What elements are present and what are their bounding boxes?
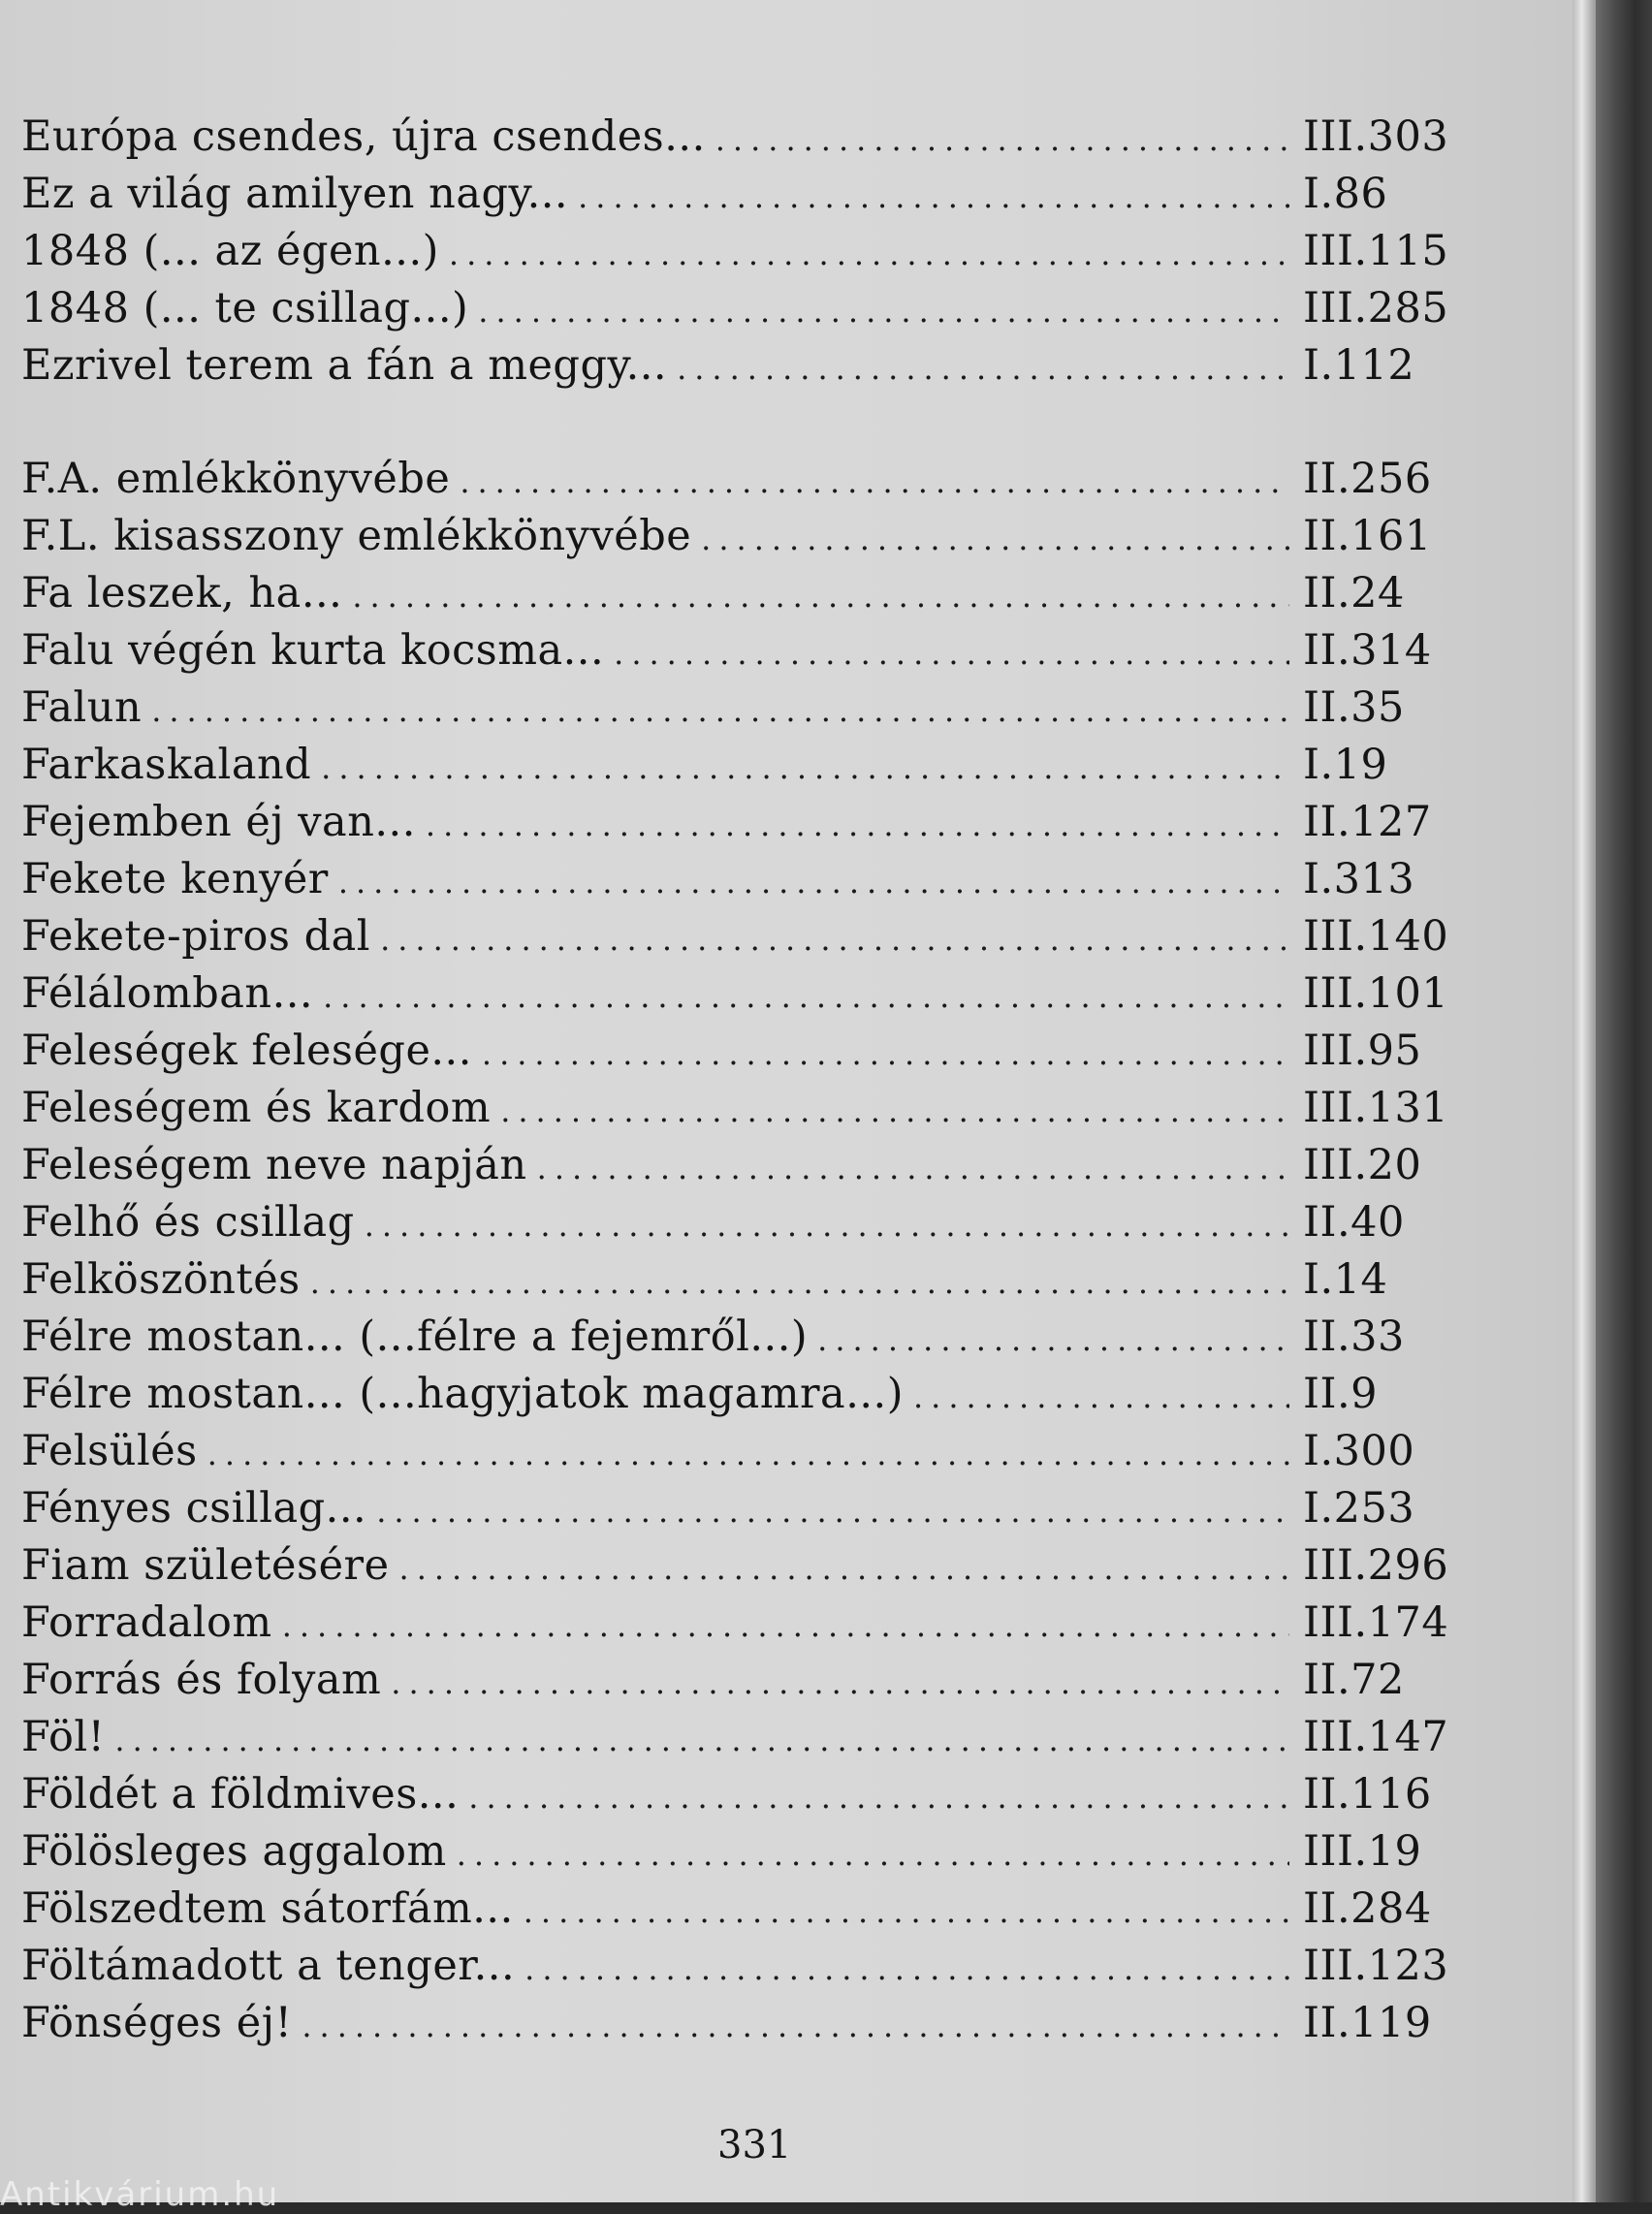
- dot-leader: [478, 283, 1289, 340]
- dot-leader: [578, 169, 1289, 226]
- dot-leader: [380, 911, 1289, 968]
- entry-page-ref: III.147: [1303, 1713, 1449, 1761]
- dot-leader: [460, 454, 1289, 511]
- entry-page-ref: III.140: [1303, 912, 1449, 961]
- entry-page-ref: I.14: [1303, 1255, 1388, 1304]
- index-entry: [21, 1537, 1466, 1595]
- dot-leader: [207, 1426, 1289, 1483]
- entry-title: Fiam születésére: [21, 1541, 390, 1590]
- entry-title: Fejemben éj van...: [21, 798, 416, 846]
- dot-leader: [376, 1483, 1289, 1540]
- entry-page-ref: III.101: [1303, 969, 1449, 1018]
- index-entry: [21, 965, 1466, 1023]
- entry-page-ref: I.253: [1303, 1484, 1415, 1533]
- entry-page-ref: II.314: [1303, 626, 1432, 675]
- dot-leader: [426, 797, 1289, 854]
- dot-leader: [913, 1369, 1289, 1426]
- entry-title: Ezrivel terem a fán a meggy...: [21, 341, 668, 390]
- entry-page-ref: II.119: [1303, 1999, 1432, 2047]
- entry-page-ref: I.19: [1303, 741, 1388, 789]
- index-entry: [21, 1823, 1466, 1881]
- entry-page-ref: II.127: [1303, 798, 1432, 846]
- entry-title: Félálomban...: [21, 969, 314, 1018]
- entry-page-ref: II.161: [1303, 512, 1432, 560]
- dot-leader: [500, 1083, 1289, 1140]
- entry-page-ref: III.115: [1303, 227, 1449, 275]
- dot-leader: [114, 1712, 1289, 1769]
- entry-page-ref: II.40: [1303, 1198, 1405, 1247]
- index-entry: [21, 1080, 1466, 1137]
- entry-title: F.L. kisasszony emlékkönyvébe: [21, 512, 692, 560]
- dot-leader: [310, 1254, 1289, 1312]
- dot-leader: [151, 682, 1289, 740]
- entry-page-ref: III.285: [1303, 284, 1449, 332]
- index-entry: [21, 1938, 1466, 1995]
- entry-title: Földét a földmives...: [21, 1770, 460, 1819]
- entry-title: Forrás és folyam: [21, 1656, 382, 1704]
- dot-leader: [701, 511, 1289, 568]
- index-entry: [21, 1194, 1466, 1251]
- index-entry: [21, 1881, 1466, 1938]
- entry-title: Európa csendes, újra csendes...: [21, 112, 706, 161]
- entry-title: F.A. emlékkönyvébe: [21, 455, 451, 503]
- entry-title: Fa leszek, ha...: [21, 569, 343, 617]
- index-entry: [21, 794, 1466, 851]
- entry-title: Fekete kenyér: [21, 855, 329, 903]
- entry-title: Farkaskaland: [21, 741, 312, 789]
- dot-leader: [302, 1998, 1289, 2055]
- entry-page-ref: I.112: [1303, 341, 1415, 390]
- entry-title: Fényes csillag...: [21, 1484, 367, 1533]
- entry-title: Félre mostan... (...félre a fejemről...): [21, 1313, 809, 1361]
- entry-page-ref: I.300: [1303, 1427, 1415, 1475]
- entry-page-ref: I.86: [1303, 170, 1388, 218]
- index-entry: [21, 508, 1466, 565]
- entry-title: Feleségem és kardom: [21, 1084, 492, 1132]
- entry-title: Feleségek felesége...: [21, 1027, 472, 1075]
- index-entry: [21, 1595, 1466, 1652]
- entry-title: 1848 (... az égen...): [21, 227, 439, 275]
- entry-title: Feleségem neve napján: [21, 1141, 527, 1189]
- index-entry: [21, 1366, 1466, 1423]
- index-entry: [21, 337, 1466, 395]
- entry-page-ref: II.33: [1303, 1313, 1405, 1361]
- entry-page-ref: II.256: [1303, 455, 1432, 503]
- entry-title: Fölszedtem sátorfám...: [21, 1884, 514, 1933]
- book-spine: [1596, 0, 1652, 2202]
- entry-title: Fekete-piros dal: [21, 912, 371, 961]
- entry-page-ref: II.284: [1303, 1884, 1432, 1933]
- entry-page-ref: III.303: [1303, 112, 1449, 161]
- index-entry: [21, 1995, 1466, 2052]
- index-entry: [21, 166, 1466, 223]
- index-entry: [21, 1309, 1466, 1366]
- index-entry: [21, 1251, 1466, 1309]
- entry-title: Ez a világ amilyen nagy...: [21, 170, 569, 218]
- index-entry: [21, 622, 1466, 680]
- index-entry: [21, 1480, 1466, 1537]
- entry-page-ref: II.24: [1303, 569, 1405, 617]
- dot-leader: [524, 1941, 1289, 1998]
- entry-page-ref: I.313: [1303, 855, 1415, 903]
- dot-leader: [614, 625, 1289, 682]
- entry-page-ref: II.72: [1303, 1656, 1405, 1704]
- dot-leader: [352, 568, 1289, 625]
- entry-page-ref: III.95: [1303, 1027, 1422, 1075]
- dot-leader: [524, 1883, 1289, 1941]
- dot-leader: [457, 1826, 1289, 1883]
- index-entry: [21, 1766, 1466, 1823]
- index-entry: [21, 1137, 1466, 1194]
- entry-page-ref: II.9: [1303, 1370, 1378, 1418]
- entry-title: Föl!: [21, 1713, 106, 1761]
- index-entry: [21, 737, 1466, 794]
- dot-leader: [323, 968, 1289, 1026]
- dot-leader: [449, 226, 1289, 283]
- dot-leader: [537, 1140, 1289, 1197]
- entry-title: 1848 (... te csillag...): [21, 284, 469, 332]
- dot-leader: [391, 1655, 1289, 1712]
- index-entry: [21, 109, 1466, 166]
- index-entry: [21, 851, 1466, 908]
- dot-leader: [468, 1769, 1289, 1826]
- entry-title: Felhő és csillag: [21, 1198, 355, 1247]
- entry-page-ref: III.174: [1303, 1598, 1449, 1647]
- dot-leader: [365, 1197, 1289, 1254]
- entry-title: Fölösleges aggalom: [21, 1827, 447, 1876]
- dot-leader: [482, 1026, 1289, 1083]
- entry-page-ref: III.20: [1303, 1141, 1422, 1189]
- dot-leader: [677, 340, 1289, 397]
- index-entry: [21, 1423, 1466, 1480]
- entry-title: Felsülés: [21, 1427, 198, 1475]
- entry-page-ref: III.296: [1303, 1541, 1449, 1590]
- index-entry: [21, 223, 1466, 280]
- entry-page-ref: III.123: [1303, 1942, 1449, 1990]
- entry-page-ref: II.35: [1303, 683, 1405, 732]
- index-entry: [21, 908, 1466, 965]
- page-edge: [1573, 0, 1596, 2202]
- entry-page-ref: III.131: [1303, 1084, 1449, 1132]
- entry-page-ref: II.116: [1303, 1770, 1432, 1819]
- dot-leader: [399, 1540, 1289, 1597]
- entry-title: Felköszöntés: [21, 1255, 301, 1304]
- dot-leader: [338, 854, 1289, 911]
- dot-leader: [715, 111, 1289, 169]
- entry-title: Félre mostan... (...hagyjatok magamra...): [21, 1370, 904, 1418]
- entry-title: Forradalom: [21, 1598, 272, 1647]
- index-entry: [21, 280, 1466, 337]
- page-number: 331: [717, 2123, 792, 2167]
- index-entry: [21, 1023, 1466, 1080]
- index-entry: [21, 680, 1466, 737]
- dot-leader: [817, 1312, 1289, 1369]
- entry-page-ref: III.19: [1303, 1827, 1422, 1876]
- entry-title: Falun: [21, 683, 143, 732]
- dot-leader: [321, 740, 1289, 797]
- index-entry: [21, 565, 1466, 622]
- entry-title: Fönséges éj!: [21, 1999, 293, 2047]
- entry-title: Föltámadott a tenger...: [21, 1942, 516, 1990]
- watermark: Antikvárium.hu: [0, 2175, 280, 2214]
- poem-index-list: [21, 109, 1466, 2052]
- index-entry: [21, 1652, 1466, 1709]
- dot-leader: [282, 1597, 1289, 1655]
- entry-title: Falu végén kurta kocsma...: [21, 626, 605, 675]
- index-entry: [21, 451, 1466, 508]
- index-entry: [21, 1709, 1466, 1766]
